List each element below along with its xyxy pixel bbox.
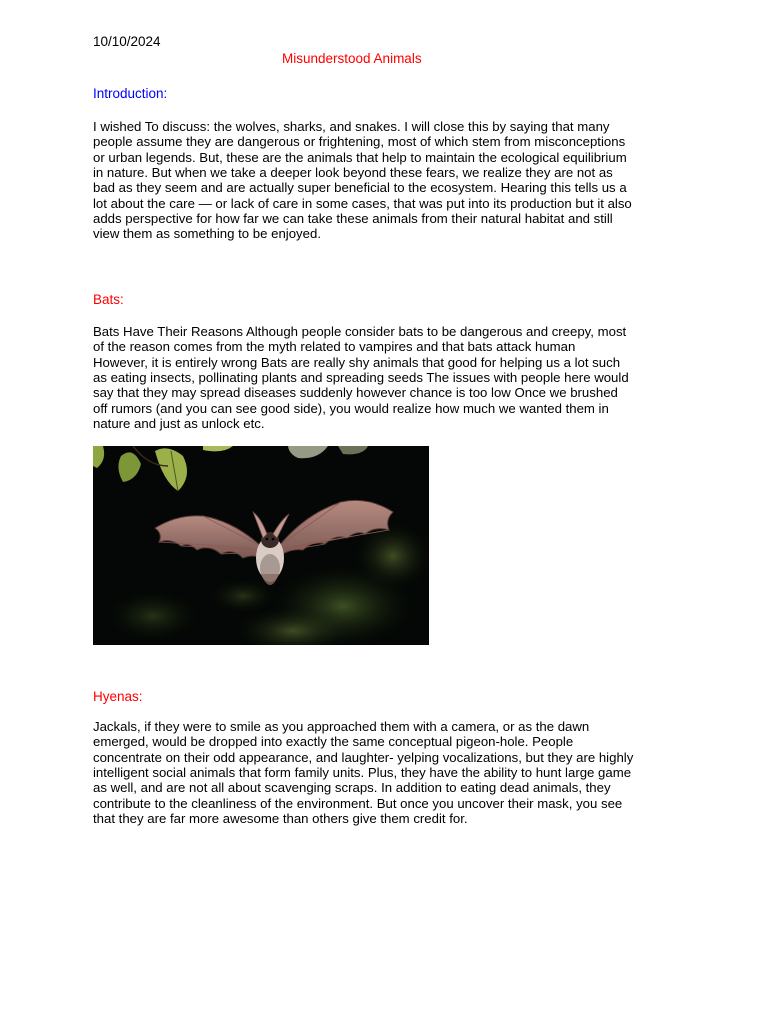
introduction-paragraph (93, 119, 683, 242)
paragraph-line: that they are far more awesome than others give them credit for. (93, 811, 468, 827)
paragraph-line: bad as they seem and are actually super beneficial to the ecosystem. Hearing this tells us a (93, 180, 627, 196)
paragraph-line: contribute to the cleanliness of the environment. But once you uncover their mask, you see (93, 795, 623, 811)
paragraph-line: view them as something to be enjoyed. (93, 226, 321, 242)
bat-photo (93, 446, 429, 645)
paragraph-line: Jackals, if they were to smile as you approached them with a camera, or as the dawn (93, 719, 590, 734)
document-date: 10/10/2024 (93, 34, 161, 49)
paragraph-line: Bats Have Their Reasons Although people consider bats to be dangerous and creepy, most (93, 324, 627, 339)
hyenas-paragraph (93, 719, 683, 826)
paragraph-line: in nature. But when we take a deeper look beyond these fears, we realize they are not as (93, 165, 613, 181)
paragraph-line: intelligent social animals that form family units. Plus, they have the ability to hunt large game (93, 765, 632, 781)
introduction-heading: Introduction: (93, 86, 168, 101)
paragraph-line: nature and just as unlock etc. (93, 416, 265, 432)
paragraph-line: as well, and are not all about scavenging scraps. In addition to eating dead animals, they (93, 780, 611, 796)
paragraph-line: say that they may spread diseases suddenly however chance is too low Once we brushed (93, 385, 618, 401)
paragraph-line: people assume they are dangerous or frightening, most of which stem from misconceptions (93, 134, 626, 150)
paragraph-line: or urban legends. But, these are the animals that help to maintain the ecological equilibrium (93, 149, 627, 165)
paragraph-line: However, it is entirely wrong Bats are really shy animals that good for helping us a lot such (93, 354, 621, 370)
paragraph-line: as eating insects, pollinating plants and spreading seeds The issues with people here would (93, 370, 629, 386)
paragraph-line: lot about the care — or lack of care in some cases, that was put into its production but it also (93, 195, 632, 211)
paragraph-line: adds perspective for how far we can take these animals from their natural habitat and still (93, 211, 613, 227)
paragraph-line: off rumors (and you can see good side), you would realize how much we wanted them in (93, 400, 609, 416)
paragraph-line: concentrate on their odd appearance, and laughter- yelping vocalizations, but they are highly (93, 749, 634, 765)
paragraph-line: I wished To discuss: the wolves, sharks, and snakes. I will close this by saying that many (93, 119, 610, 134)
paragraph-line: of the reason comes from the myth related to vampires and that bats attack human (93, 339, 576, 355)
bats-paragraph (93, 324, 683, 431)
document-title: Misunderstood Animals (282, 51, 422, 66)
paragraph-line: emerged, would be dropped into exactly the same conceptual pigeon-hole. People (93, 734, 574, 750)
hyenas-heading: Hyenas: (93, 689, 143, 704)
bats-heading: Bats: (93, 292, 124, 307)
